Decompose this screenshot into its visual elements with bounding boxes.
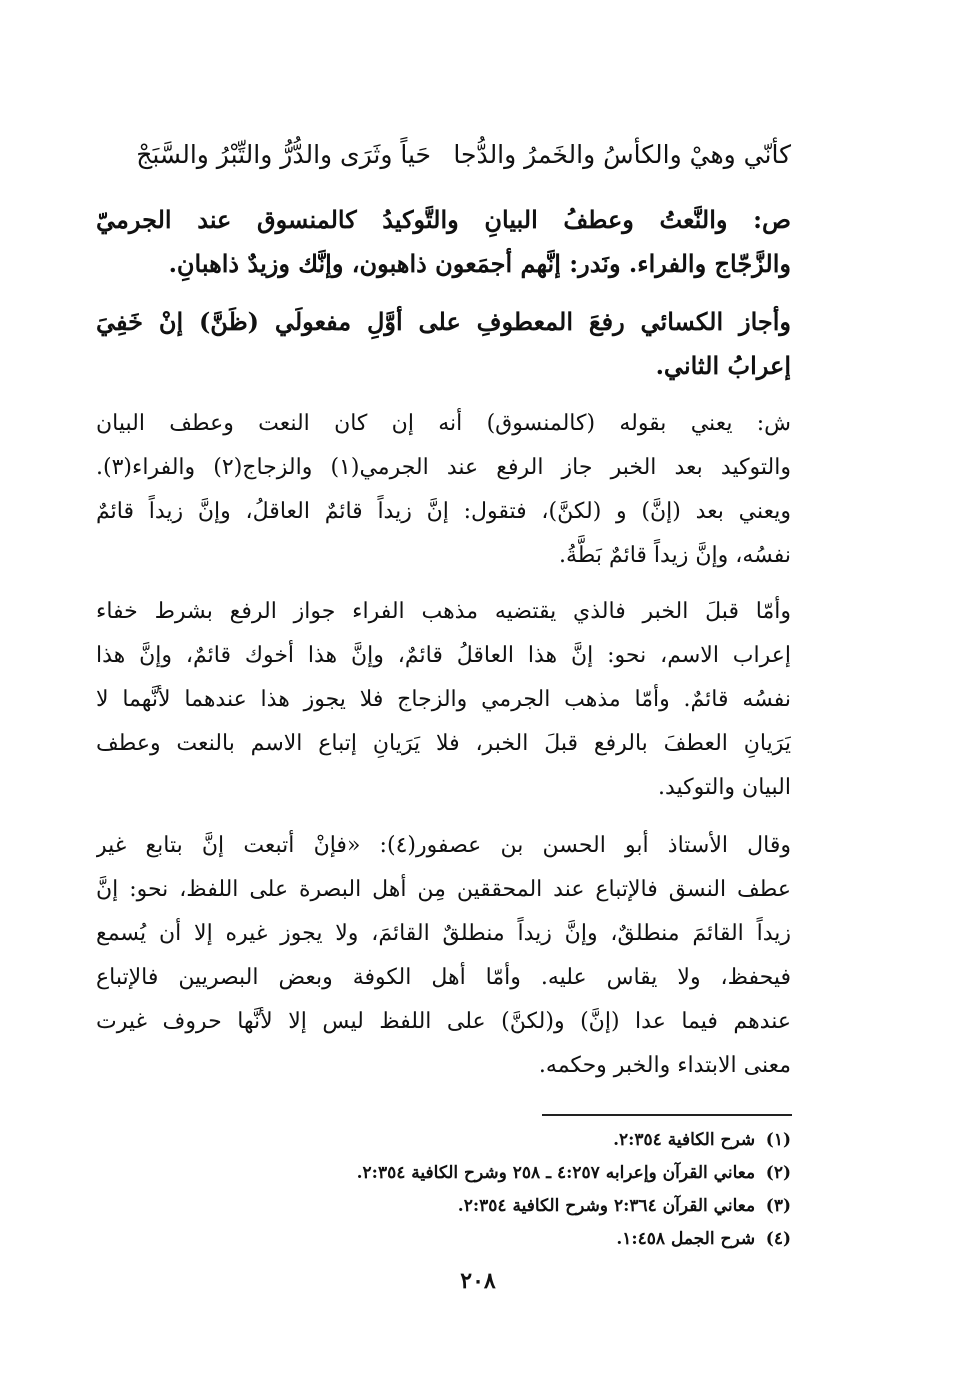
footnote-separator: [542, 1114, 792, 1116]
text-line: نفسُه قائمٌ. وأمّا مذهب الجرمي والزجاج فلا يجوز هذا عندهما لأنَّهما لا: [96, 687, 791, 712]
page-number: ٢٠٨: [460, 1268, 496, 1294]
text-line: عطف النسق فالإتباع عند المحققين مِن أهل البصرة على اللفظ، نحو: إنَّ: [96, 877, 791, 902]
footnotes: [357, 1124, 791, 1256]
text-section-2: [96, 300, 791, 388]
footnote-number: (١): [765, 1130, 791, 1150]
footnote-item: [357, 1124, 791, 1157]
text-line: البيان والتوكيد.: [657, 775, 791, 800]
text-line: إعراب الاسم، نحو: إنَّ هذا العاقلُ قائمٌ، وإنَّ هذا أخوك قائمٌ، وإنَّ هذا: [96, 643, 791, 668]
text-line: نفسُه، وإنَّ زيداً قائمٌ بَطَّةُ.: [559, 543, 791, 568]
footnote-item: [357, 1190, 791, 1223]
footnote-number: (٤): [765, 1229, 791, 1249]
footnote-text: معاني القرآن وإعرابه ٤:٢٥٧ ـ ٢٥٨ وشرح الكافية ٢:٣٥٤.: [356, 1163, 756, 1183]
text-line: والزَّجّاج والفراء. ونَدر: إنَّهم أجمَعون ذاهبون، وإنَّك وزيدٌ ذاهبانِ.: [168, 249, 791, 278]
text-line: إعرابُ الثاني.: [655, 351, 791, 380]
text-line: عندهم فيما عدا (إنَّ) و(لكنَّ) على اللفظ ليس إلا لأنَّها حروف غيرت: [96, 1009, 791, 1034]
text-line: ويعني بعد (إنَّ) و (لكنَّ)، فتقول: إنَّ زيداً قائمٌ العاقلُ، وإنَّ زيداً قائمٌ: [96, 499, 791, 524]
text-line: فيحفظ، ولا يقاس عليه. وأمّا أهل الكوفة وبعض البصريين فالإتباع: [96, 965, 791, 990]
commentary-paragraph-3: [96, 824, 791, 1088]
commentary-paragraph-2: [96, 590, 791, 810]
footnote-text: شرح الجمل ١:٤٥٨.: [616, 1229, 756, 1249]
text-line: والتوكيد بعد الخبر جاز الرفع عند الجرمي(١) والزجاج(٢) والفراء(٣).: [96, 455, 791, 480]
footnote-item: [357, 1223, 791, 1256]
commentary-paragraph-1: [96, 402, 791, 578]
text-line: وأمّا قبلَ الخبر فالذي يقتضيه مذهب الفراء جواز الرفع بشرط خفاء: [96, 599, 791, 624]
verse-first-hemistich: كأنّي وهيْ والكأسُ والخَمرُ والدُّجا: [453, 140, 791, 169]
text-line: ص: والنَّعتُ وعطفُ البيانِ والتَّوكيدُ كالمنسوق عند الجرميّ: [96, 205, 791, 234]
verse-second-hemistich: حَياً وثَرَى والدُّرُّ والتِّبْرُ والسَّبَجْ: [136, 140, 431, 169]
text-line: زيداً القائمَ منطلقٌ، وإنَّ زيداً منطلقٌ القائمَ، ولا يجوز غيره إلا أن يُسمع: [96, 921, 791, 946]
text-line: ش: يعني بقوله (كالمنسوق) أنه إن كان النعت وعطف البيان: [96, 411, 791, 436]
footnote-number: (٣): [765, 1196, 791, 1216]
poetry-verse: [120, 140, 791, 180]
text-line: وأجاز الكسائي رفعَ المعطوفِ على أوَّلِ مفعولَي (ظَنَّ) إنْ خَفِيَ: [96, 307, 791, 336]
footnote-text: معاني القرآن ٢:٣٦٤ وشرح الكافية ٢:٣٥٤.: [457, 1196, 756, 1216]
footnote-number: (٢): [765, 1163, 791, 1183]
text-line: وقال الأستاذ أبو الحسن بن عصفور(٤): «فإنْ أتبعت إنَّ بتابع غير: [96, 833, 791, 858]
text-line: يَرَيانِ العطفَ بالرفع قبلَ الخبر، فلا يَرَيانِ إتباع الاسم بالنعت وعطف: [96, 731, 791, 756]
text-line: معنى الابتداء والخبر وحكمه.: [538, 1053, 791, 1078]
text-section-1: [96, 198, 791, 286]
footnote-item: [357, 1157, 791, 1190]
footnote-text: شرح الكافية ٢:٣٥٤.: [613, 1130, 756, 1150]
